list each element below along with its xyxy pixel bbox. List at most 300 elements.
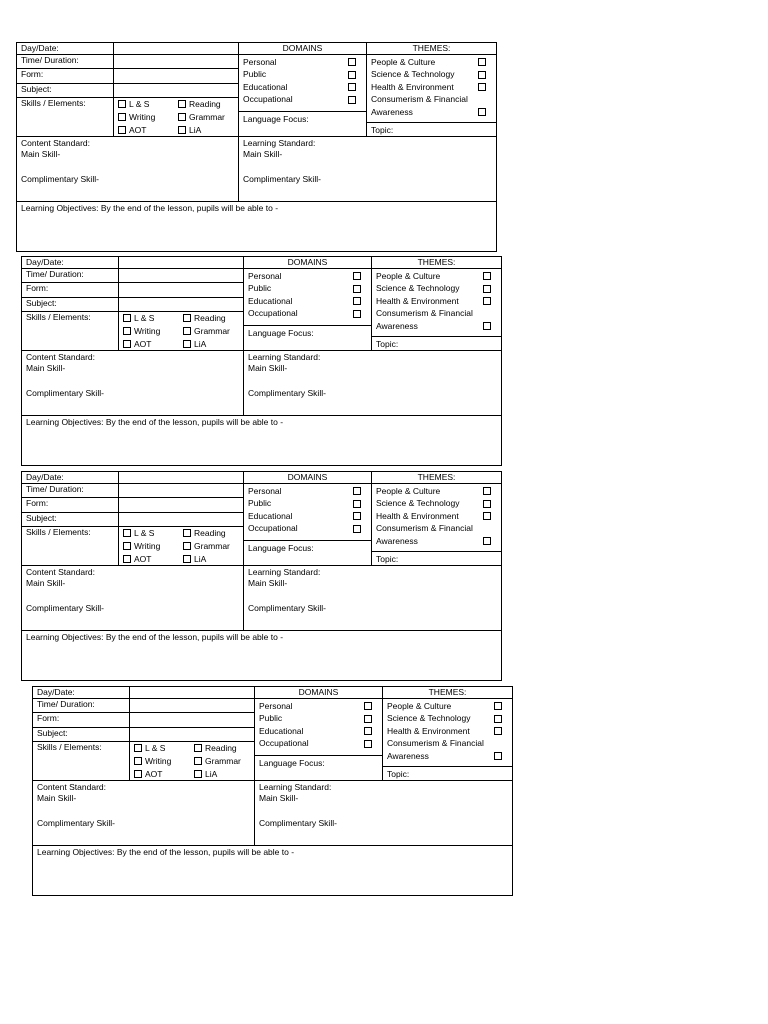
domain-label: Personal bbox=[248, 485, 282, 496]
checkbox-icon[interactable] bbox=[194, 757, 202, 765]
subject-label: Subject: bbox=[17, 83, 114, 97]
skill-option[interactable] bbox=[134, 768, 194, 780]
skill-label: Grammar bbox=[194, 540, 230, 551]
checkbox-icon[interactable] bbox=[134, 770, 142, 778]
checkbox-icon[interactable] bbox=[483, 322, 491, 330]
theme-option[interactable] bbox=[376, 270, 497, 283]
checkbox-icon[interactable] bbox=[353, 500, 361, 508]
learning-objectives-label: Learning Objectives: By the end of the lesson, pupils will be able to - bbox=[26, 632, 284, 642]
learning-standard-label: Learning Standard: bbox=[259, 782, 332, 792]
domain-option[interactable] bbox=[248, 498, 367, 511]
main-skill-label: Main Skill- bbox=[248, 363, 288, 373]
checkbox-icon[interactable] bbox=[483, 285, 491, 293]
theme-option[interactable] bbox=[387, 725, 508, 738]
domain-option[interactable] bbox=[243, 56, 362, 69]
skill-label: Reading bbox=[194, 312, 226, 323]
domains-cell bbox=[244, 269, 372, 351]
theme-option[interactable] bbox=[371, 81, 492, 94]
skill-option[interactable] bbox=[118, 124, 178, 136]
skill-option[interactable] bbox=[183, 540, 243, 552]
domain-label: Occupational bbox=[248, 308, 298, 319]
topic-label: Topic: bbox=[371, 125, 394, 135]
day-date-label: Day/Date: bbox=[33, 687, 130, 699]
theme-option[interactable] bbox=[371, 106, 492, 118]
skills-grid bbox=[123, 527, 239, 565]
theme-label: Health & Environment bbox=[376, 295, 459, 306]
skill-option[interactable] bbox=[134, 755, 194, 767]
skill-label: L & S bbox=[134, 527, 155, 538]
checkbox-icon[interactable] bbox=[183, 529, 191, 537]
skill-option[interactable] bbox=[123, 527, 183, 539]
checkbox-icon[interactable] bbox=[353, 512, 361, 520]
checkbox-icon[interactable] bbox=[348, 96, 356, 104]
checkbox-icon[interactable] bbox=[123, 340, 131, 348]
checkbox-icon[interactable] bbox=[483, 297, 491, 305]
domain-label: Occupational bbox=[259, 738, 309, 749]
time-duration-field[interactable] bbox=[114, 55, 239, 69]
topic-label: Topic: bbox=[387, 769, 410, 779]
skill-option[interactable] bbox=[178, 111, 238, 123]
domain-label: Educational bbox=[259, 725, 304, 736]
subject-label: Subject: bbox=[33, 727, 130, 741]
domain-option[interactable] bbox=[248, 523, 367, 536]
domain-label: Personal bbox=[243, 56, 277, 67]
complimentary-skill-label: Complimentary Skill- bbox=[259, 818, 337, 828]
theme-label: Awareness bbox=[376, 320, 418, 331]
learning-standard-label: Learning Standard: bbox=[243, 138, 316, 148]
time-duration-field[interactable] bbox=[119, 484, 244, 498]
domain-option[interactable] bbox=[243, 69, 362, 82]
skill-label: Grammar bbox=[194, 325, 230, 336]
theme-label: Consumerism & Financial bbox=[376, 308, 473, 319]
theme-label: Health & Environment bbox=[387, 725, 470, 736]
skills-grid bbox=[118, 98, 234, 136]
checkbox-icon[interactable] bbox=[483, 537, 491, 545]
theme-option[interactable] bbox=[376, 498, 497, 511]
checkbox-icon[interactable] bbox=[483, 500, 491, 508]
domain-label: Educational bbox=[243, 81, 288, 92]
theme-option[interactable] bbox=[376, 320, 497, 332]
learning-objectives-label: Learning Objectives: By the end of the lesson, pupils will be able to - bbox=[21, 203, 279, 213]
subject-field[interactable] bbox=[114, 83, 239, 97]
checkbox-icon[interactable] bbox=[183, 555, 191, 563]
content-standard-label: Content Standard: bbox=[37, 782, 106, 792]
topic-label: Topic: bbox=[376, 554, 399, 564]
day-date-field[interactable] bbox=[130, 687, 255, 699]
checkbox-icon[interactable] bbox=[353, 297, 361, 305]
complimentary-skill-label: Complimentary Skill- bbox=[21, 174, 99, 184]
main-skill-label: Main Skill- bbox=[248, 578, 288, 588]
skills-elements-label: Skills / Elements: bbox=[33, 742, 130, 781]
skills-grid bbox=[123, 312, 239, 350]
learning-objectives-cell[interactable] bbox=[17, 202, 497, 252]
domains-header: DOMAINS bbox=[244, 472, 372, 484]
theme-label: Science & Technology bbox=[376, 283, 460, 294]
skills-cell bbox=[119, 312, 244, 351]
checkbox-icon[interactable] bbox=[134, 757, 142, 765]
checkbox-icon[interactable] bbox=[183, 327, 191, 335]
topic-field[interactable] bbox=[372, 551, 501, 565]
time-duration-field[interactable] bbox=[119, 269, 244, 283]
form-field[interactable] bbox=[130, 713, 255, 727]
checkbox-icon[interactable] bbox=[134, 744, 142, 752]
theme-label: Consumerism & Financial bbox=[371, 94, 468, 105]
themes-header: THEMES: bbox=[372, 472, 502, 484]
theme-option bbox=[387, 738, 508, 751]
lesson-plan-table bbox=[16, 42, 497, 252]
checkbox-icon[interactable] bbox=[348, 83, 356, 91]
skill-label: Writing bbox=[129, 111, 156, 122]
themes-cell bbox=[367, 55, 497, 137]
lesson-plan-table bbox=[32, 686, 513, 896]
lesson-plan-form bbox=[16, 42, 496, 252]
checkbox-icon[interactable] bbox=[118, 100, 126, 108]
theme-label: People & Culture bbox=[376, 270, 441, 281]
skills-elements-label: Skills / Elements: bbox=[17, 98, 114, 137]
skill-option[interactable] bbox=[183, 325, 243, 337]
checkbox-icon[interactable] bbox=[123, 327, 131, 335]
lesson-plan-form bbox=[21, 471, 501, 681]
form-label: Form: bbox=[33, 713, 130, 727]
learning-objectives-label: Learning Objectives: By the end of the lesson, pupils will be able to - bbox=[26, 417, 284, 427]
complimentary-skill-label: Complimentary Skill- bbox=[37, 818, 115, 828]
theme-option[interactable] bbox=[387, 750, 508, 762]
domain-label: Public bbox=[248, 283, 272, 294]
skill-label: LiA bbox=[194, 338, 207, 349]
domain-option[interactable] bbox=[243, 81, 362, 94]
theme-option[interactable] bbox=[376, 283, 497, 296]
skills-elements-label: Skills / Elements: bbox=[22, 312, 119, 351]
checkbox-icon[interactable] bbox=[123, 529, 131, 537]
content-standard-cell[interactable] bbox=[33, 781, 255, 846]
checkbox-icon[interactable] bbox=[364, 702, 372, 710]
subject-label: Subject: bbox=[22, 512, 119, 526]
theme-label: People & Culture bbox=[371, 56, 436, 67]
themes-header: THEMES: bbox=[367, 43, 497, 55]
domain-label: Public bbox=[243, 69, 267, 80]
lesson-plan-form bbox=[32, 686, 512, 896]
day-date-label: Day/Date: bbox=[22, 472, 119, 484]
topic-field[interactable] bbox=[372, 336, 501, 350]
skill-option[interactable] bbox=[183, 553, 243, 565]
checkbox-icon[interactable] bbox=[123, 314, 131, 322]
domain-option[interactable] bbox=[248, 283, 367, 296]
theme-option[interactable] bbox=[387, 713, 508, 726]
theme-option[interactable] bbox=[371, 69, 492, 82]
theme-label: Science & Technology bbox=[376, 498, 460, 509]
checkbox-icon[interactable] bbox=[364, 740, 372, 748]
domain-label: Personal bbox=[248, 270, 282, 281]
content-standard-label: Content Standard: bbox=[26, 352, 95, 362]
day-date-field[interactable] bbox=[114, 43, 239, 55]
skills-grid bbox=[134, 742, 250, 780]
complimentary-skill-label: Complimentary Skill- bbox=[248, 603, 326, 613]
form-label: Form: bbox=[22, 498, 119, 512]
domain-option[interactable] bbox=[259, 713, 378, 726]
skill-option[interactable] bbox=[123, 540, 183, 552]
themes-cell bbox=[383, 699, 513, 781]
skill-label: Writing bbox=[134, 540, 161, 551]
skill-option[interactable] bbox=[118, 111, 178, 123]
domain-option[interactable] bbox=[248, 295, 367, 308]
skill-label: AOT bbox=[129, 124, 147, 135]
checkbox-icon[interactable] bbox=[478, 108, 486, 116]
domains-cell bbox=[239, 55, 367, 137]
skill-option[interactable] bbox=[134, 742, 194, 754]
time-duration-label: Time/ Duration: bbox=[33, 699, 130, 713]
main-skill-label: Main Skill- bbox=[26, 363, 66, 373]
time-duration-label: Time/ Duration: bbox=[22, 269, 119, 283]
theme-option[interactable] bbox=[371, 56, 492, 69]
skill-label: Reading bbox=[194, 527, 226, 538]
lesson-plan-table bbox=[21, 256, 502, 466]
skill-label: LiA bbox=[189, 124, 202, 135]
themes-cell bbox=[372, 484, 502, 566]
skill-option[interactable] bbox=[118, 98, 178, 110]
checkbox-icon[interactable] bbox=[364, 715, 372, 723]
theme-option bbox=[371, 94, 492, 107]
checkbox-icon[interactable] bbox=[123, 555, 131, 563]
skill-option[interactable] bbox=[178, 98, 238, 110]
form-field[interactable] bbox=[119, 283, 244, 297]
content-standard-label: Content Standard: bbox=[26, 567, 95, 577]
learning-standard-label: Learning Standard: bbox=[248, 567, 321, 577]
checkbox-icon[interactable] bbox=[478, 83, 486, 91]
topic-label: Topic: bbox=[376, 339, 399, 349]
skill-label: LiA bbox=[194, 553, 207, 564]
day-date-label: Day/Date: bbox=[22, 257, 119, 269]
checkbox-icon[interactable] bbox=[353, 272, 361, 280]
theme-label: Awareness bbox=[371, 106, 413, 117]
skills-elements-label: Skills / Elements: bbox=[22, 527, 119, 566]
checkbox-icon[interactable] bbox=[178, 113, 186, 121]
checkbox-icon[interactable] bbox=[183, 314, 191, 322]
theme-label: Awareness bbox=[387, 750, 429, 761]
checkbox-icon[interactable] bbox=[494, 727, 502, 735]
theme-option[interactable] bbox=[376, 535, 497, 547]
form-label: Form: bbox=[22, 283, 119, 297]
complimentary-skill-label: Complimentary Skill- bbox=[26, 388, 104, 398]
subject-field[interactable] bbox=[119, 512, 244, 526]
checkbox-icon[interactable] bbox=[118, 113, 126, 121]
skill-label: AOT bbox=[145, 768, 163, 779]
language-focus-label: Language Focus: bbox=[243, 114, 309, 124]
skill-option[interactable] bbox=[178, 124, 238, 136]
complimentary-skill-label: Complimentary Skill- bbox=[248, 388, 326, 398]
domains-header: DOMAINS bbox=[255, 687, 383, 699]
lesson-plan-table bbox=[21, 471, 502, 681]
complimentary-skill-label: Complimentary Skill- bbox=[26, 603, 104, 613]
checkbox-icon[interactable] bbox=[123, 542, 131, 550]
skill-label: Writing bbox=[145, 755, 172, 766]
main-skill-label: Main Skill- bbox=[259, 793, 299, 803]
time-duration-field[interactable] bbox=[130, 699, 255, 713]
domain-label: Occupational bbox=[248, 523, 298, 534]
theme-option[interactable] bbox=[376, 510, 497, 523]
checkbox-icon[interactable] bbox=[494, 702, 502, 710]
themes-cell bbox=[372, 269, 502, 351]
checkbox-icon[interactable] bbox=[483, 272, 491, 280]
skill-label: L & S bbox=[145, 742, 166, 753]
skill-option[interactable] bbox=[123, 325, 183, 337]
content-standard-cell[interactable] bbox=[17, 137, 239, 202]
skill-option[interactable] bbox=[194, 768, 254, 780]
skill-option[interactable] bbox=[123, 312, 183, 324]
domains-cell bbox=[255, 699, 383, 781]
checkbox-icon[interactable] bbox=[194, 744, 202, 752]
theme-label: Consumerism & Financial bbox=[376, 523, 473, 534]
skill-label: Reading bbox=[189, 98, 221, 109]
skill-option[interactable] bbox=[183, 527, 243, 539]
topic-field[interactable] bbox=[383, 766, 512, 780]
theme-option bbox=[376, 523, 497, 536]
domain-label: Public bbox=[248, 498, 272, 509]
subject-field[interactable] bbox=[130, 727, 255, 741]
learning-objectives-cell[interactable] bbox=[33, 846, 513, 896]
domain-option[interactable] bbox=[248, 510, 367, 523]
theme-option bbox=[376, 308, 497, 321]
learning-standard-cell[interactable] bbox=[244, 566, 502, 631]
skill-label: Writing bbox=[134, 325, 161, 336]
skill-label: AOT bbox=[134, 553, 152, 564]
skills-cell bbox=[114, 98, 239, 137]
theme-label: Science & Technology bbox=[371, 69, 455, 80]
checkbox-icon[interactable] bbox=[178, 100, 186, 108]
language-focus-field[interactable] bbox=[239, 111, 366, 136]
skills-cell bbox=[119, 527, 244, 566]
domain-label: Personal bbox=[259, 700, 293, 711]
checkbox-icon[interactable] bbox=[483, 487, 491, 495]
domains-header: DOMAINS bbox=[244, 257, 372, 269]
main-skill-label: Main Skill- bbox=[243, 149, 283, 159]
main-skill-label: Main Skill- bbox=[37, 793, 77, 803]
language-focus-field[interactable] bbox=[244, 540, 371, 565]
skill-option[interactable] bbox=[183, 338, 243, 350]
domain-option[interactable] bbox=[259, 700, 378, 713]
main-skill-label: Main Skill- bbox=[26, 578, 66, 588]
skills-cell bbox=[130, 742, 255, 781]
form-field[interactable] bbox=[114, 69, 239, 83]
domain-option[interactable] bbox=[248, 308, 367, 321]
skill-label: AOT bbox=[134, 338, 152, 349]
skill-option[interactable] bbox=[194, 755, 254, 767]
language-focus-field[interactable] bbox=[244, 325, 371, 350]
domain-option[interactable] bbox=[259, 725, 378, 738]
subject-field[interactable] bbox=[119, 297, 244, 311]
day-date-label: Day/Date: bbox=[17, 43, 114, 55]
checkbox-icon[interactable] bbox=[118, 126, 126, 134]
content-standard-cell[interactable] bbox=[22, 351, 244, 416]
domains-cell bbox=[244, 484, 372, 566]
theme-label: Health & Environment bbox=[376, 510, 459, 521]
skill-label: Grammar bbox=[205, 755, 241, 766]
form-field[interactable] bbox=[119, 498, 244, 512]
checkbox-icon[interactable] bbox=[478, 58, 486, 66]
checkbox-icon[interactable] bbox=[183, 542, 191, 550]
skill-label: Reading bbox=[205, 742, 237, 753]
learning-standard-label: Learning Standard: bbox=[248, 352, 321, 362]
learning-objectives-cell[interactable] bbox=[22, 416, 502, 466]
time-duration-label: Time/ Duration: bbox=[22, 484, 119, 498]
checkbox-icon[interactable] bbox=[348, 71, 356, 79]
skill-label: LiA bbox=[205, 768, 218, 779]
skill-label: L & S bbox=[134, 312, 155, 323]
form-label: Form: bbox=[17, 69, 114, 83]
theme-label: People & Culture bbox=[387, 700, 452, 711]
checkbox-icon[interactable] bbox=[353, 285, 361, 293]
theme-option[interactable] bbox=[376, 485, 497, 498]
themes-header: THEMES: bbox=[383, 687, 513, 699]
checkbox-icon[interactable] bbox=[194, 770, 202, 778]
theme-option[interactable] bbox=[387, 700, 508, 713]
themes-header: THEMES: bbox=[372, 257, 502, 269]
domain-label: Occupational bbox=[243, 94, 293, 105]
subject-label: Subject: bbox=[22, 297, 119, 311]
theme-label: People & Culture bbox=[376, 485, 441, 496]
learning-objectives-label: Learning Objectives: By the end of the lesson, pupils will be able to - bbox=[37, 847, 295, 857]
language-focus-label: Language Focus: bbox=[248, 328, 314, 338]
domains-header: DOMAINS bbox=[239, 43, 367, 55]
domain-option[interactable] bbox=[259, 738, 378, 751]
learning-standard-cell[interactable] bbox=[244, 351, 502, 416]
content-standard-label: Content Standard: bbox=[21, 138, 90, 148]
domain-label: Educational bbox=[248, 295, 293, 306]
language-focus-label: Language Focus: bbox=[259, 758, 325, 768]
checkbox-icon[interactable] bbox=[478, 71, 486, 79]
checkbox-icon[interactable] bbox=[183, 340, 191, 348]
checkbox-icon[interactable] bbox=[494, 715, 502, 723]
learning-standard-cell[interactable] bbox=[255, 781, 513, 846]
skill-option[interactable] bbox=[123, 338, 183, 350]
domain-option[interactable] bbox=[248, 485, 367, 498]
checkbox-icon[interactable] bbox=[353, 487, 361, 495]
domain-label: Educational bbox=[248, 510, 293, 521]
content-standard-cell[interactable] bbox=[22, 566, 244, 631]
day-date-field[interactable] bbox=[119, 257, 244, 269]
theme-option[interactable] bbox=[376, 295, 497, 308]
lesson-plan-form bbox=[21, 256, 501, 466]
checkbox-icon[interactable] bbox=[353, 310, 361, 318]
time-duration-label: Time/ Duration: bbox=[17, 55, 114, 69]
checkbox-icon[interactable] bbox=[353, 525, 361, 533]
domain-option[interactable] bbox=[243, 94, 362, 107]
language-focus-label: Language Focus: bbox=[248, 543, 314, 553]
skill-option[interactable] bbox=[123, 553, 183, 565]
theme-label: Awareness bbox=[376, 535, 418, 546]
main-skill-label: Main Skill- bbox=[21, 149, 61, 159]
learning-objectives-cell[interactable] bbox=[22, 631, 502, 681]
checkbox-icon[interactable] bbox=[178, 126, 186, 134]
complimentary-skill-label: Complimentary Skill- bbox=[243, 174, 321, 184]
skill-option[interactable] bbox=[194, 742, 254, 754]
domain-option[interactable] bbox=[248, 270, 367, 283]
theme-label: Consumerism & Financial bbox=[387, 738, 484, 749]
checkbox-icon[interactable] bbox=[483, 512, 491, 520]
theme-label: Health & Environment bbox=[371, 81, 454, 92]
domain-label: Public bbox=[259, 713, 283, 724]
skill-label: Grammar bbox=[189, 111, 225, 122]
theme-label: Science & Technology bbox=[387, 713, 471, 724]
language-focus-field[interactable] bbox=[255, 755, 382, 780]
learning-standard-cell[interactable] bbox=[239, 137, 497, 202]
skill-label: L & S bbox=[129, 98, 150, 109]
skill-option[interactable] bbox=[183, 312, 243, 324]
day-date-field[interactable] bbox=[119, 472, 244, 484]
checkbox-icon[interactable] bbox=[364, 727, 372, 735]
checkbox-icon[interactable] bbox=[348, 58, 356, 66]
checkbox-icon[interactable] bbox=[494, 752, 502, 760]
topic-field[interactable] bbox=[367, 122, 496, 136]
